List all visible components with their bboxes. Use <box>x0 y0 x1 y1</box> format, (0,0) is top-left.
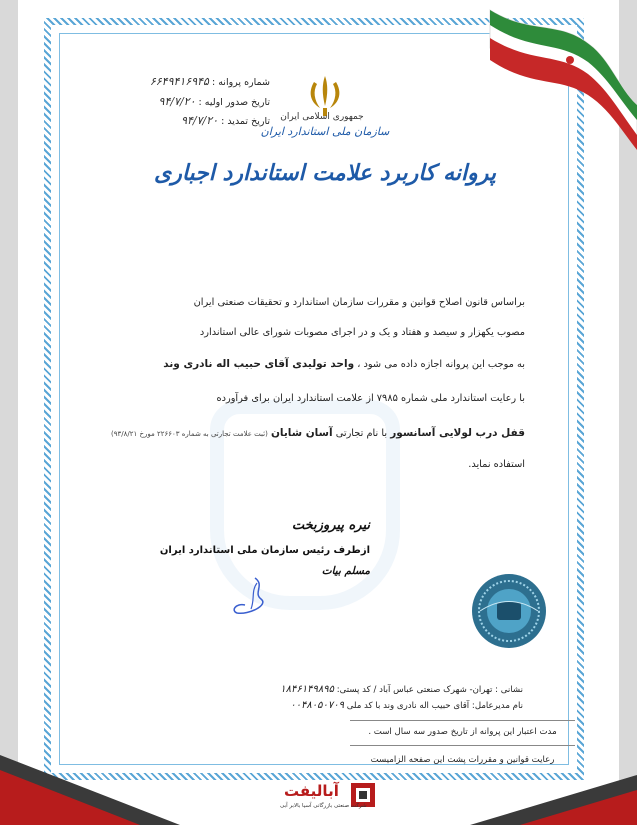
body-line-5 <box>100 427 525 439</box>
license-number-label: شماره پروانه : <box>211 77 270 88</box>
signer-role: ازطرف رئیس سازمان ملی استاندارد ایران <box>159 545 370 556</box>
body-line-4: با رعایت استاندارد ملی شماره ۷۹۸۵ از علامت استاندارد ایران برای فرآورده <box>216 393 525 404</box>
validity-text: مدت اعتبار این پروانه از تاریخ صدور سه سال است . <box>368 727 557 737</box>
issue-date-label: تاریخ صدور اولیه : <box>198 97 270 108</box>
iran-flag-ribbon <box>470 0 637 150</box>
body-line-6: استفاده نماید. <box>468 459 525 470</box>
renew-date-row <box>100 114 270 127</box>
renew-date-label: تاریخ تمدید : <box>221 116 270 127</box>
address-row <box>265 684 523 695</box>
manager-row <box>280 700 523 711</box>
issue-date: ۹۴/۷/۲۰ <box>158 95 196 108</box>
republic-label: جمهوری اسلامی ایران <box>280 112 364 122</box>
trademark-note: (ثبت علامت تجارتی به شماره ۲۲۶۶۰۳ مورخ ۹۳/۸/۲۱) <box>110 430 268 438</box>
issue-date-row <box>100 95 270 108</box>
brand-tagline: شرکت صنعتی بازرگانی آسیا بالابر آبی <box>280 803 367 809</box>
body-line-2: مصوب یکهزار و سیصد و هفتاد و یک و در اجرای مصوبات شورای عالی استاندارد <box>199 327 525 338</box>
trade-name-label: با نام تجارتی <box>335 428 388 439</box>
trade-name: آسان شایان <box>270 427 333 439</box>
body-line-3-prefix: به موجب این پروانه اجازه داده می شود ، <box>357 359 525 370</box>
rules-text: رعایت قوانین و مقررات پشت این صفحه الزامیست <box>370 755 555 765</box>
signer-name: نیره پیروزبخت <box>291 518 370 533</box>
footer-divider-1 <box>350 720 575 721</box>
company-name: واحد تولیدی آقای حبیب اله نادری وند <box>163 358 355 370</box>
body-line-1: براساس قانون اصلاح قوانین و مقررات سازمان استاندارد و تحقیقات صنعتی ایران <box>193 297 525 308</box>
product-name: قفل درب لولایی آسانسور <box>390 427 525 439</box>
postal-code: ۱۸۴۶۱۴۹۸۹۵ <box>280 684 334 695</box>
org-name: سازمان ملی استاندارد ایران <box>260 125 390 138</box>
certificate-title: پروانه کاربرد علامت استاندارد اجباری <box>153 160 497 186</box>
brand-band-decoration <box>0 735 637 825</box>
manager-label: نام مدیرعامل: آقای حبیب اله نادری وند با کد ملی <box>346 701 523 711</box>
license-number: ۶۶۴۹۴۱۶۹۴۵ <box>149 75 209 88</box>
renew-date: ۹۴/۷/۲۰ <box>181 114 219 127</box>
security-seal-icon <box>470 572 548 650</box>
brand-name: آبالیفت <box>284 782 339 800</box>
body-line-3 <box>160 358 525 370</box>
address-label: نشانی : تهران- شهرک صنعتی عباس آباد / کد پستی: <box>336 685 523 695</box>
signer-sub: مسلم بیات <box>321 565 370 577</box>
license-number-row <box>100 75 270 88</box>
national-id: ۰۰۴۸۰۵۰۷۰۹ <box>290 700 344 711</box>
handwritten-signature <box>225 575 285 620</box>
